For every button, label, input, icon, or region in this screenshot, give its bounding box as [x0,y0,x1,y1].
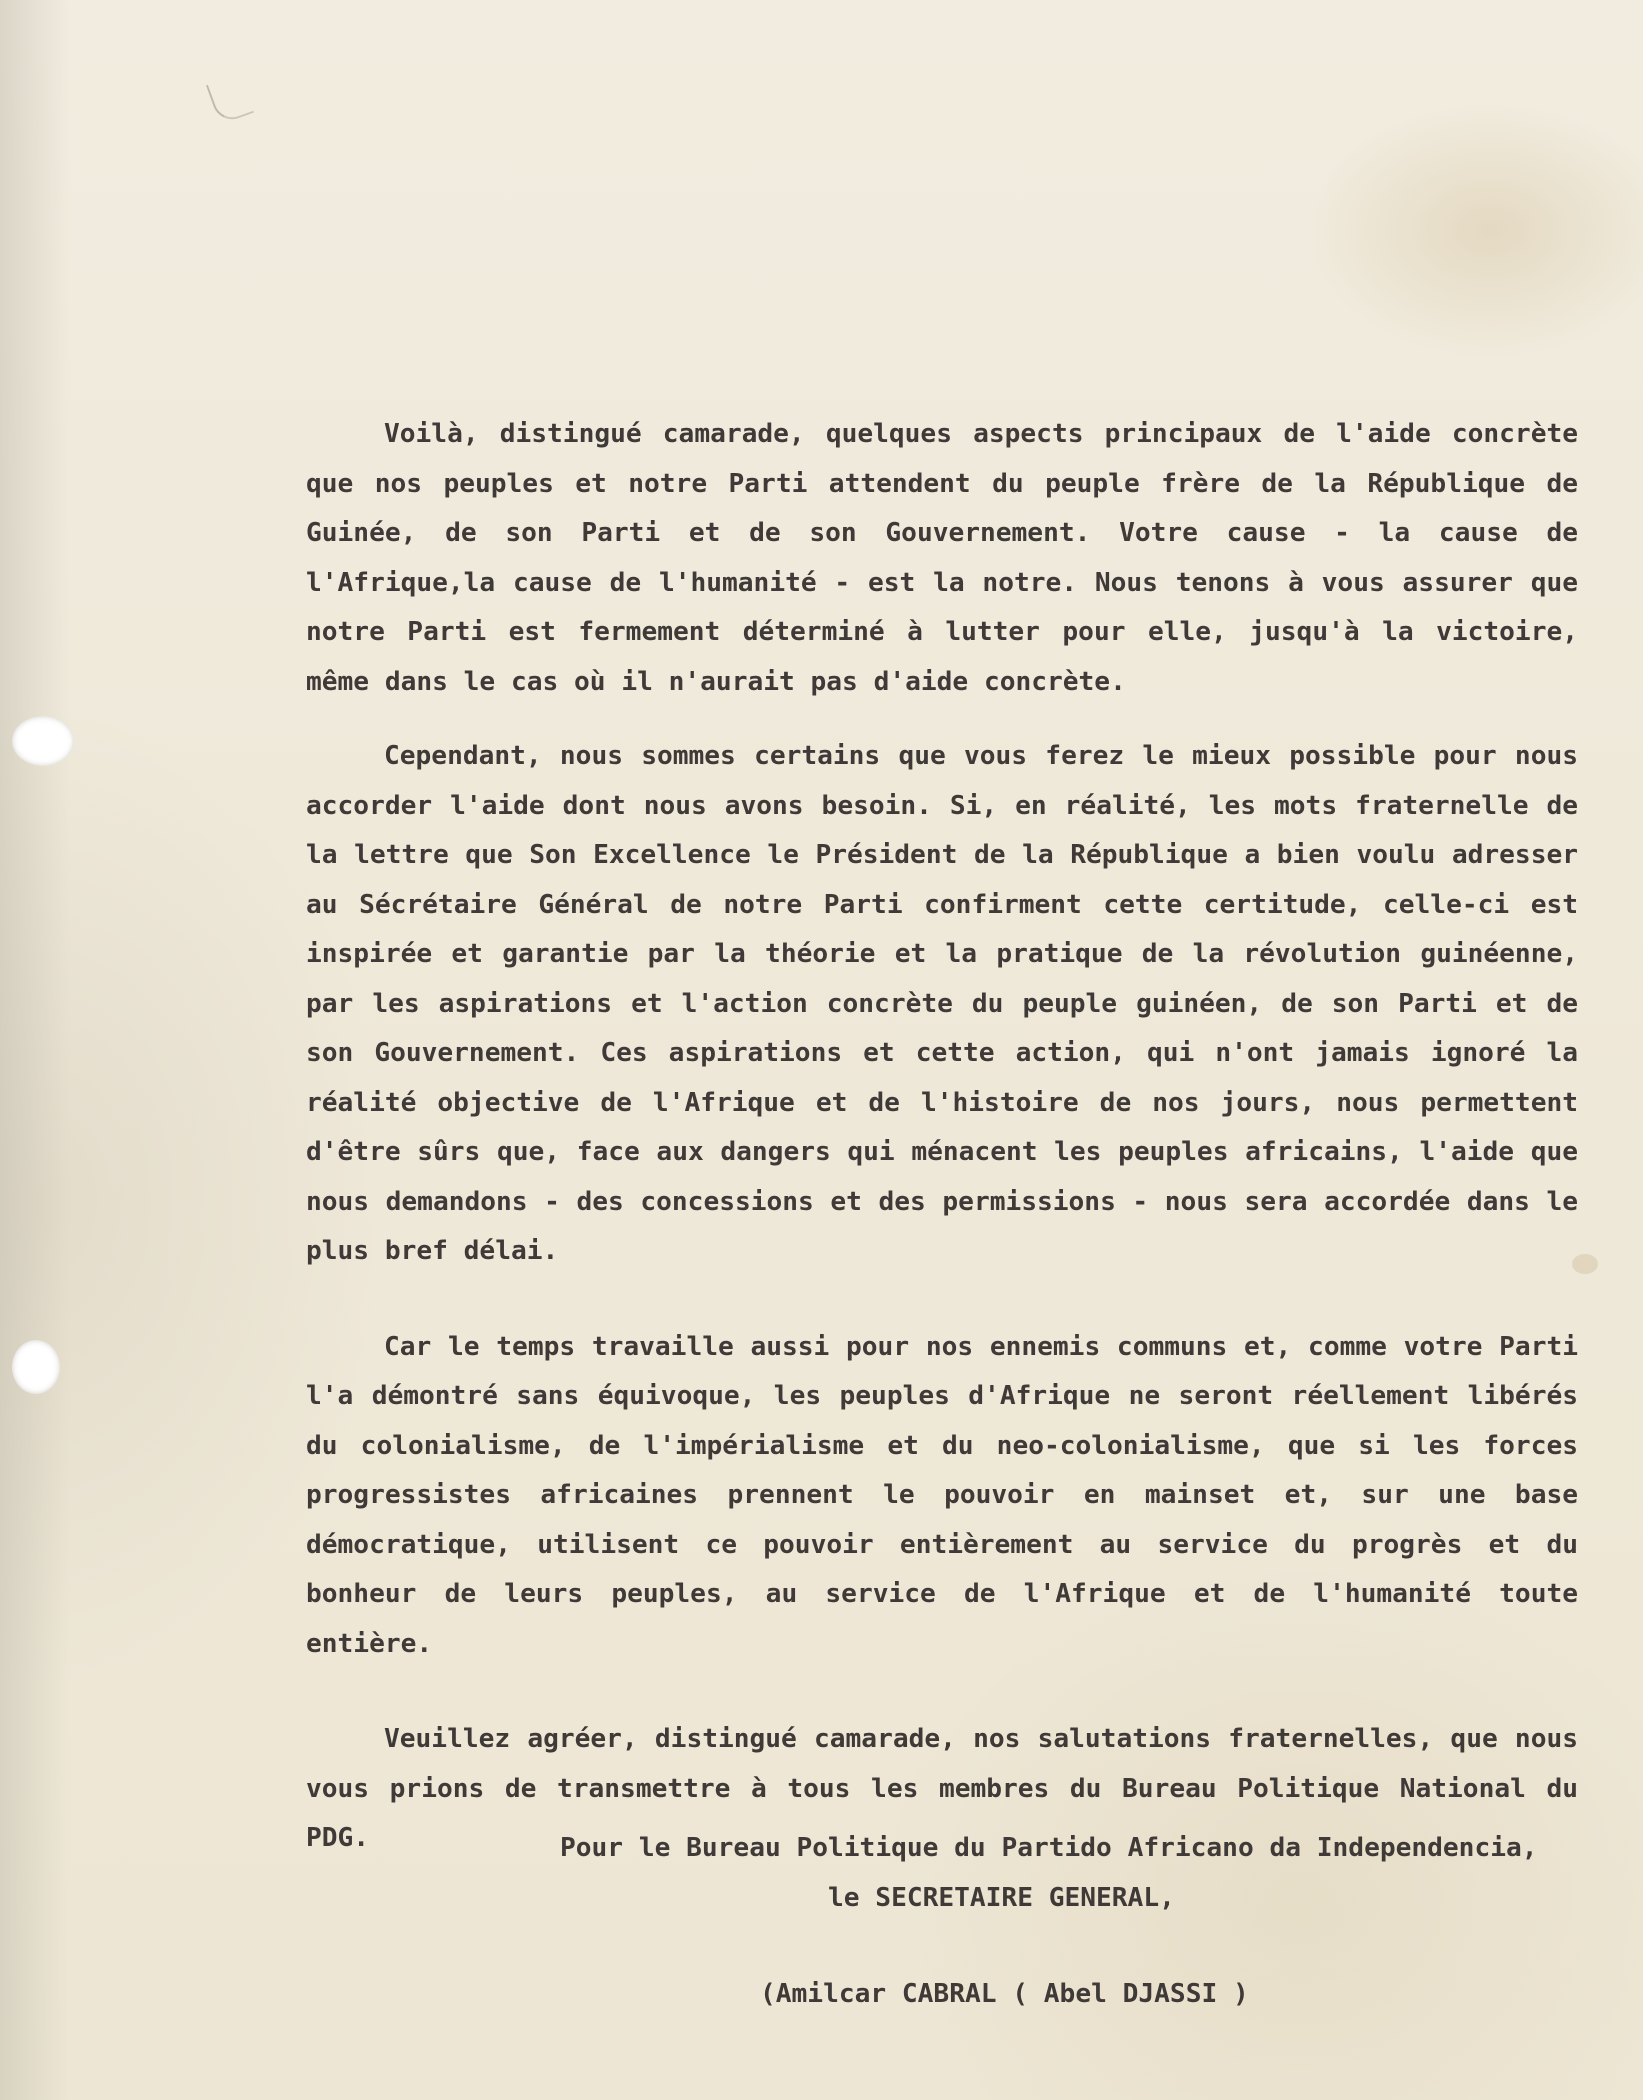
punch-hole-bottom [12,1340,60,1394]
signature-line: (Amilcar CABRAL ( Abel DJASSI ) [760,1979,1249,2009]
closing-title: le SECRETAIRE GENERAL, [828,1882,1175,1913]
paragraph-2: Cependant, nous sommes certains que vous ferez le mieux possible pour nous accorder l'aide dont nous avons besoin. Si, en réalité, les mots fraternelle de la lettre que Son Excellence le Président de la République a bien voulu adresser au Sécrétaire Général de notre Parti confirment cette certitude, celle-ci est inspirée et garantie par la théorie et la pratique de la révolution guinéenne, par les aspirations et l'action concrète du peuple guinéen, de son Parti et de son Gouvernement. Ces aspirations et cette action, qui n'ont jamais ignoré la réalité objective de l'Afrique et de l'histoire de nos jours, nous permettent d'être sûrs que, face aux dangers qui ménacent les peuples africains, l'aide que nous demandons - des concessions et des permissions - nous sera accordée dans le plus bref délai. [306,741,1578,1266]
page-edge-shadow [0,0,70,2100]
paragraph-3: Car le temps travaille aussi pour nos ennemis communs et, comme votre Parti l'a démontré sans équivoque, les peuples d'Afrique ne seront réellement libérés du colonialisme, de l'impérialisme et du neo-colonialisme, que si les forces progressistes africaines prennent le pouvoir en mainset et, sur une base démocratique, utilisent ce pouvoir entièrement au service du progrès et du bonheur de leurs peuples, au service de l'Afrique et de l'humanité toute entière. [306,1331,1578,1659]
pencil-mark [206,73,254,125]
paragraph-1: Voilà, distingué camarade, quelques aspects principaux de l'aide concrète que nos peuples et notre Parti attendent du peuple frère de la République de Guinée, de son Parti et de son Gouvernement. Votre cause - la cause de l'Afrique,la cause de l'humanité - est la notre. Nous tenons à vous assurer que notre Parti est fermement déterminé à lutter pour elle, jusqu'à la victoire, même dans le cas où il n'aurait pas d'aide concrète. [306,419,1578,697]
closing-organization: Pour le Bureau Politique du Partido Africano da Independencia, [560,1833,1538,1863]
paragraph-4: Veuillez agréer, distingué camarade, nos salutations fraternelles, que nous vous prions de transmettre à tous les membres du Bureau Politique National du PDG. [306,1724,1578,1853]
punch-hole-top [12,716,74,766]
letter-body [306,410,1578,1864]
closing-block [560,1824,1580,1923]
